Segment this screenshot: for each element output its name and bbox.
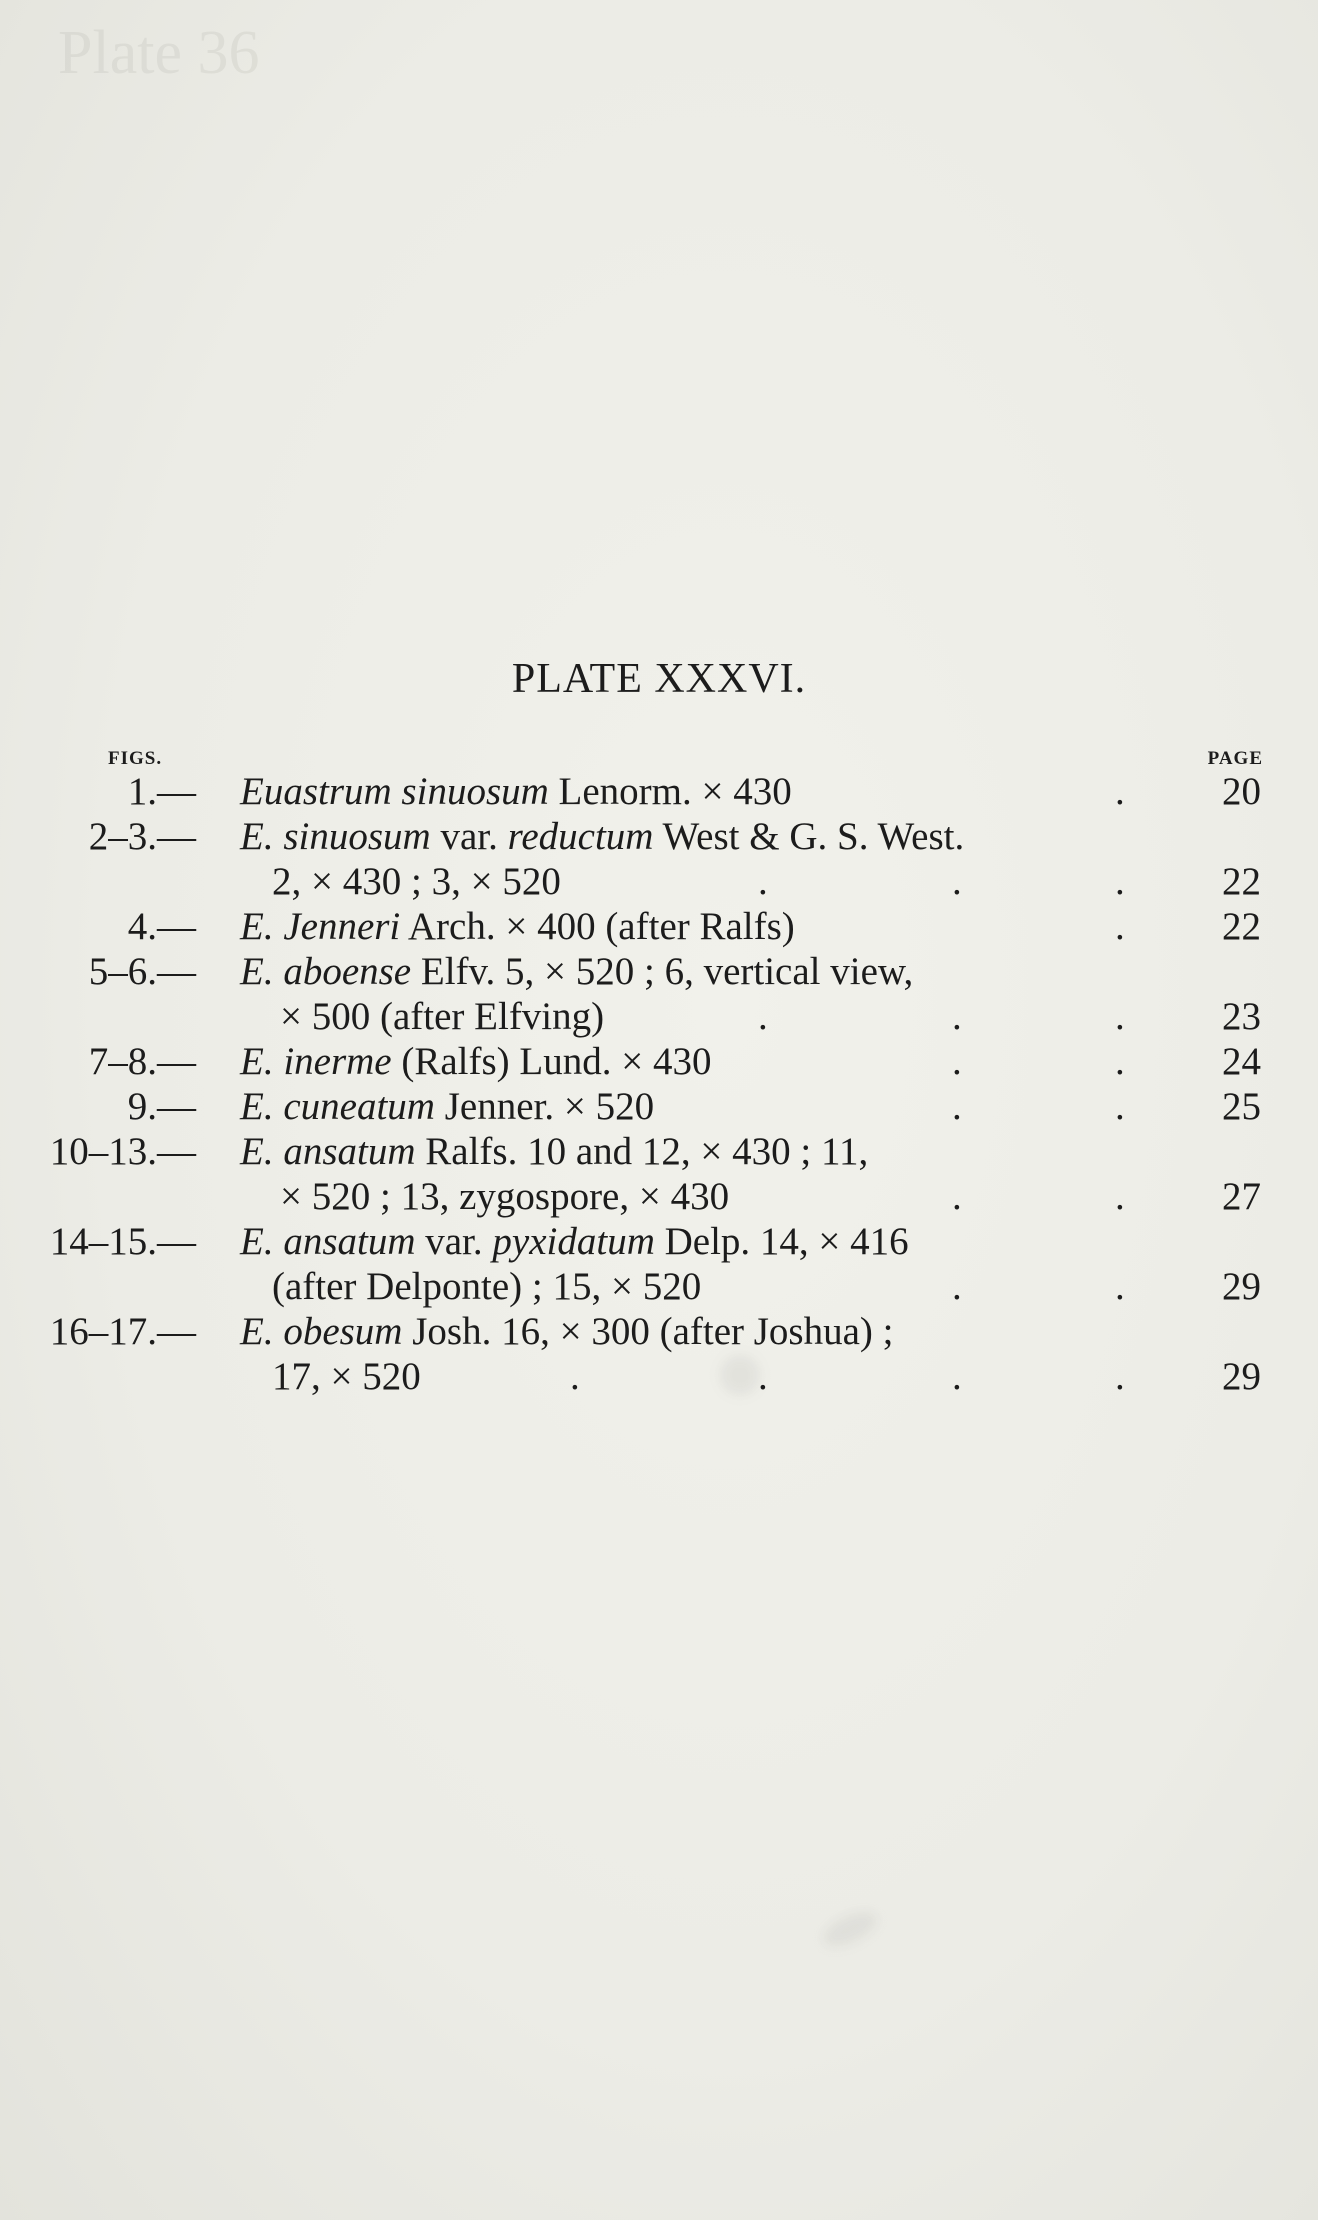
fig-number: 7–8.— [88,1040,196,1083]
species-name: E. obesum [240,1310,403,1353]
fig-number: 14–15.— [49,1220,196,1263]
variety-name: pyxidatum [492,1220,655,1263]
leader-dot: . [1115,995,1125,1038]
species-name: E. cuneatum [240,1085,435,1128]
entry-continuation [0,1175,1318,1219]
page-number: 23 [1222,995,1261,1038]
species-name: E. sinuosum [240,815,431,858]
page-number: 29 [1222,1355,1261,1398]
page-number: 25 [1222,1085,1261,1128]
fig-number: 10–13.— [49,1130,196,1173]
leader-dot: . [952,1265,962,1308]
entry-continuation [0,995,1318,1039]
entry-text: 17, × 520 [272,1355,421,1398]
species-name: E. aboense [240,950,412,993]
fig-number: 1.— [127,770,196,813]
show-through-text: Plate 36 [58,19,260,87]
species-name: E. ansatum [240,1220,416,1263]
page-number: 24 [1222,1040,1261,1083]
entry-text: (after Delponte) ; 15, × 520 [272,1265,702,1308]
entry-line [0,1310,1318,1354]
species-name: Euastrum sinuosum [240,770,549,813]
entry-text: Josh. 16, × 300 (after Joshua) ; [402,1310,894,1353]
leader-dot: . [570,1355,580,1398]
entry-line [0,950,1318,994]
species-name: E. ansatum [240,1130,416,1173]
entry-text: Elfv. 5, × 520 ; 6, vertical view, [411,950,914,993]
entry-text: × 500 (after Elfving) [280,995,605,1038]
leader-dot: . [758,1355,768,1398]
leader-dot: . [952,995,962,1038]
entry-line [0,815,1318,859]
entry-continuation [0,1265,1318,1309]
leader-dot: . [1115,770,1125,813]
leader-dot: . [1115,1355,1125,1398]
entry-line [0,905,1318,949]
leader-dot: . [952,1085,962,1128]
leader-dot: . [1115,1040,1125,1083]
fig-number: 2–3.— [88,815,196,858]
leader-dot: . [1115,1265,1125,1308]
plate-title: PLATE XXXVI. [511,656,807,702]
page-number: 29 [1222,1265,1261,1308]
page-number: 22 [1222,905,1261,948]
leader-dot: . [1115,1085,1125,1128]
fig-number: 9.— [127,1085,196,1128]
entry-continuation [0,1355,1318,1399]
entry-text: Jenner. × 520 [434,1085,655,1128]
entry-continuation [0,860,1318,904]
entry-line [0,1040,1318,1084]
entry-text: West & G. S. West. [653,815,965,858]
entry-text: × 520 ; 13, zygospore, × 430 [280,1175,730,1218]
fig-number: 4.— [127,905,196,948]
leader-dot: . [1115,1175,1125,1218]
page-smudge [817,1904,883,1955]
entry-text: Arch. × 400 (after Ralfs) [400,905,795,948]
leader-dot: . [952,860,962,903]
leader-dot: . [758,995,768,1038]
entry-line [0,1220,1318,1264]
leader-dot: . [1115,905,1125,948]
page-header: PAGE [1207,748,1263,769]
page-number: 27 [1222,1175,1261,1218]
leader-dot: . [952,1355,962,1398]
entry-line [0,770,1318,814]
page-smudge [720,1355,760,1395]
figs-header: FIGS. [108,748,163,769]
page-number: 22 [1222,860,1261,903]
fig-number: 5–6.— [88,950,196,993]
entry-text: (Ralfs) Lund. × 430 [391,1040,712,1083]
page-number: 20 [1222,770,1261,813]
entry-line [0,1085,1318,1129]
entry-text: Ralfs. 10 and 12, × 430 ; 11, [415,1130,869,1173]
species-name: E. Jenneri [240,905,401,948]
species-name: E. inerme [240,1040,392,1083]
leader-dot: . [1115,860,1125,903]
variety-name: reductum [507,815,654,858]
entry-text: var. [415,1220,493,1263]
entry-text: var. [430,815,508,858]
entry-text: Delp. 14, × 416 [654,1220,909,1263]
leader-dot: . [952,1040,962,1083]
entry-line [0,1130,1318,1174]
entry-text: 2, × 430 ; 3, × 520 [272,860,561,903]
entry-text: Lenorm. × 430 [548,770,792,813]
leader-dot: . [952,1175,962,1218]
fig-number: 16–17.— [49,1310,196,1353]
leader-dot: . [758,860,768,903]
